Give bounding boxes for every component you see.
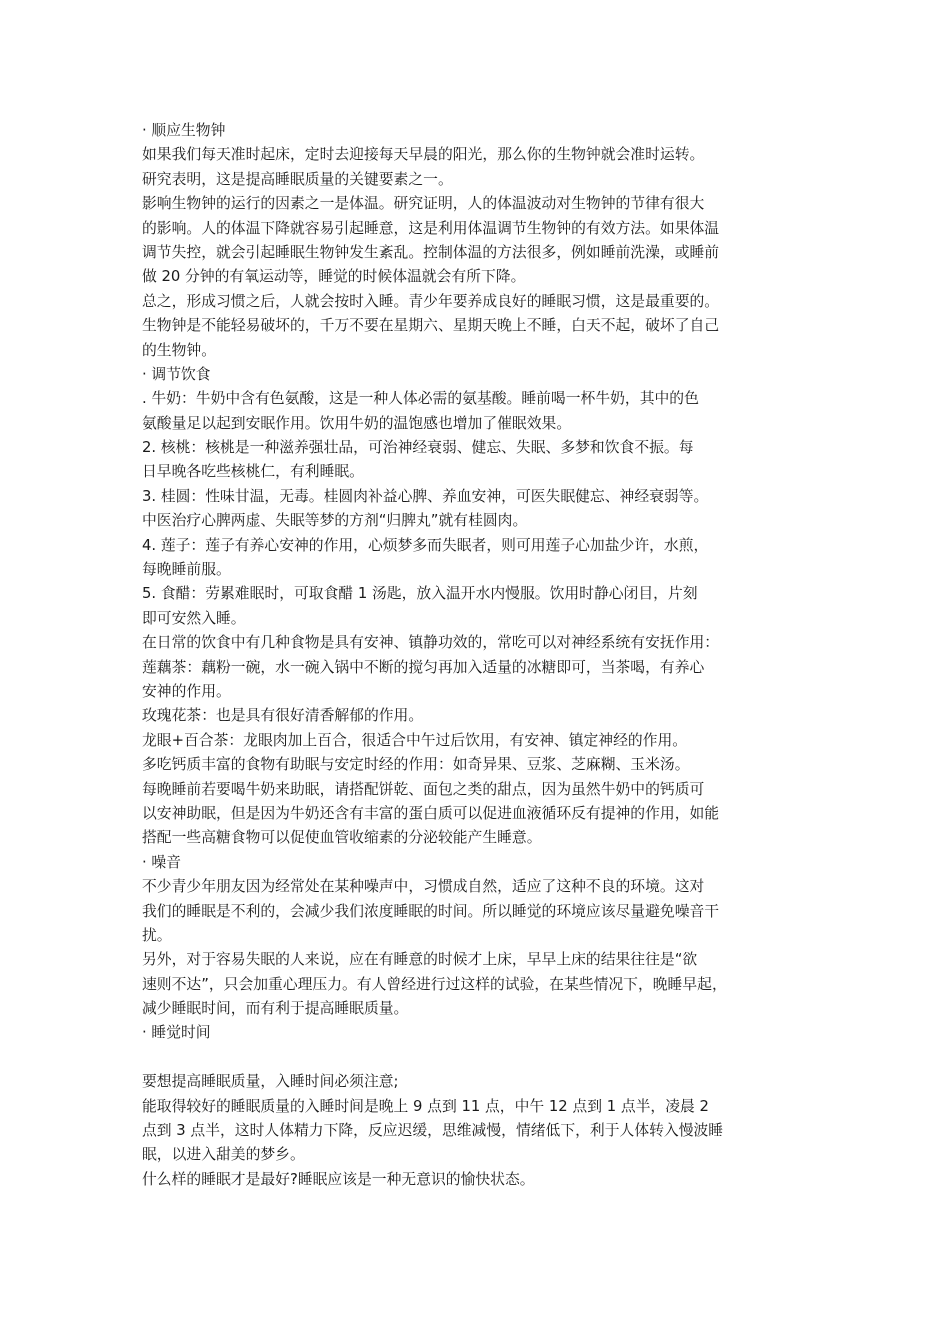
text-line: · 顺应生物钟 — [142, 122, 226, 139]
text-line: 速则不达”，只会加重心理压力。有人曾经进行过这样的试验，在某些情况下，晚睡早起， — [142, 975, 727, 993]
text-line: 安神的作用。 — [142, 682, 231, 700]
section-heading: · 噪音 — [142, 853, 182, 871]
text-line: 做 20 分钟的有氧运动等，睡觉的时候体温就会有所下降。 — [142, 268, 526, 286]
text-line: 影响生物钟的运行的因素之一是体温。研究证明，人的体温波动对生物钟的节律有很大 — [142, 195, 705, 213]
text-line: 要想提高睡眠质量，入睡时间必须注意; — [142, 1073, 399, 1091]
text-line: 在日常的饮食中有几种食物是具有安神、镇静功效的，常吃可以对神经系统有安抚作用： — [142, 634, 720, 652]
text-line: 日早晚各吃些核桃仁，有利睡眠。 — [142, 463, 364, 481]
text-line: 每晚睡前服。 — [142, 561, 231, 579]
text-line: 的影响。人的体温下降就容易引起睡意，这是利用体温调节生物钟的有效方法。如果体温 — [142, 219, 720, 237]
text-line: 3. 桂圆：性味甘温，无毒。桂圆肉补益心脾、养血安神，可医失眠健忘、神经衰弱等。 — [142, 487, 709, 505]
text-line: 生物钟是不能轻易破坏的，千万不要在星期六、星期天晚上不睡，白天不起，破坏了自己 — [142, 317, 720, 335]
text-line: 中医治疗心脾两虚、失眠等梦的方剂“归脾丸”就有桂圆肉。 — [142, 512, 528, 530]
text-line: 2. 核桃：核桃是一种滋养强壮品，可治神经衰弱、健忘、失眠、多梦和饮食不振。每 — [142, 439, 694, 457]
text-line: 总之，形成习惯之后，人就会按时入睡。青少年要养成良好的睡眠习惯，这是最重要的。 — [142, 292, 720, 310]
text-line: 以安神助眠，但是因为牛奶还含有丰富的蛋白质可以促进血液循环反有提神的作用，如能 — [142, 804, 720, 822]
text-line: 每晚睡前若要喝牛奶来助眠，请搭配饼乾、面包之类的甜点，因为虽然牛奶中的钙质可 — [142, 780, 705, 798]
text-line: 多吃钙质丰富的食物有助眠与安定时经的作用：如奇异果、豆浆、芝麻糊、玉米汤。 — [142, 756, 690, 774]
text-line: 搭配一些高糖食物可以促使血管收缩素的分泌较能产生睡意。 — [142, 829, 542, 847]
text-line: 莲藕茶：藕粉一碗，水一碗入锅中不断的搅匀再加入适量的冰糖即可，当茶喝，有养心 — [142, 658, 705, 676]
text-line: 龙眼+百合茶：龙眼肉加上百合，很适合中午过后饮用，有安神、镇定神经的作用。 — [142, 731, 688, 749]
text-line: 氨酸量足以起到安眠作用。饮用牛奶的温饱感也增加了催眠效果。 — [142, 414, 572, 432]
text-line: 5. 食醋：劳累难眠时，可取食醋 1 汤匙，放入温开水内慢服。饮用时静心闭目，片刻 — [142, 585, 698, 603]
text-line: 的生物钟。 — [142, 341, 216, 359]
text-line: 研究表明，这是提高睡眠质量的关键要素之一。 — [142, 170, 453, 188]
text-line: 另外，对于容易失眠的人来说，应在有睡意的时候才上床，早早上床的结果往往是“欲 — [142, 951, 698, 969]
text-line: 点到 3 点半，这时人体精力下降，反应迟缓，思维减慢，情绪低下，利于人体转入慢波睡 — [142, 1122, 724, 1140]
text-line: 4. 莲子：莲子有养心安神的作用，心烦梦多而失眠者，则可用莲子心加盐少许，水煎， — [142, 536, 709, 554]
section-heading: · 睡觉时间 — [142, 1024, 211, 1042]
text-line: 能取得较好的睡眠质量的入睡时间是晚上 9 点到 11 点，中午 12 点到 1 点半，凌晨 2 — [142, 1097, 709, 1115]
text-line: 什么样的睡眠才是最好?睡眠应该是一种无意识的愉快状态。 — [142, 1170, 535, 1188]
text-line: 减少睡眠时间，而有利于提高睡眠质量。 — [142, 1000, 409, 1018]
text-line: 玫瑰花茶：也是具有很好清香解郁的作用。 — [142, 707, 424, 725]
text-line: 我们的睡眠是不利的，会减少我们浓度睡眠的时间。所以睡觉的环境应该尽量避免噪音干 — [142, 902, 720, 920]
text-line: . 牛奶：牛奶中含有色氨酸，这是一种人体必需的氨基酸。睡前喝一杯牛奶，其中的色 — [142, 390, 699, 408]
text-line: 眠，以进入甜美的梦乡。 — [142, 1146, 305, 1164]
blank-line — [142, 1046, 812, 1070]
text-line: 调节失控，就会引起睡眠生物钟发生紊乱。控制体温的方法很多，例如睡前洗澡，或睡前 — [142, 243, 720, 261]
text-line: 不少青少年朋友因为经常处在某种噪声中，习惯成自然，适应了这种不良的环境。这对 — [142, 878, 705, 896]
text-line: 即可安然入睡。 — [142, 609, 246, 627]
text-line: 如果我们每天准时起床，定时去迎接每天早晨的阳光，那么你的生物钟就会准时运转。 — [142, 146, 705, 164]
text-line: 扰。 — [142, 926, 172, 944]
section-heading: · 调节饮食 — [142, 365, 211, 383]
document-body — [142, 119, 812, 1192]
